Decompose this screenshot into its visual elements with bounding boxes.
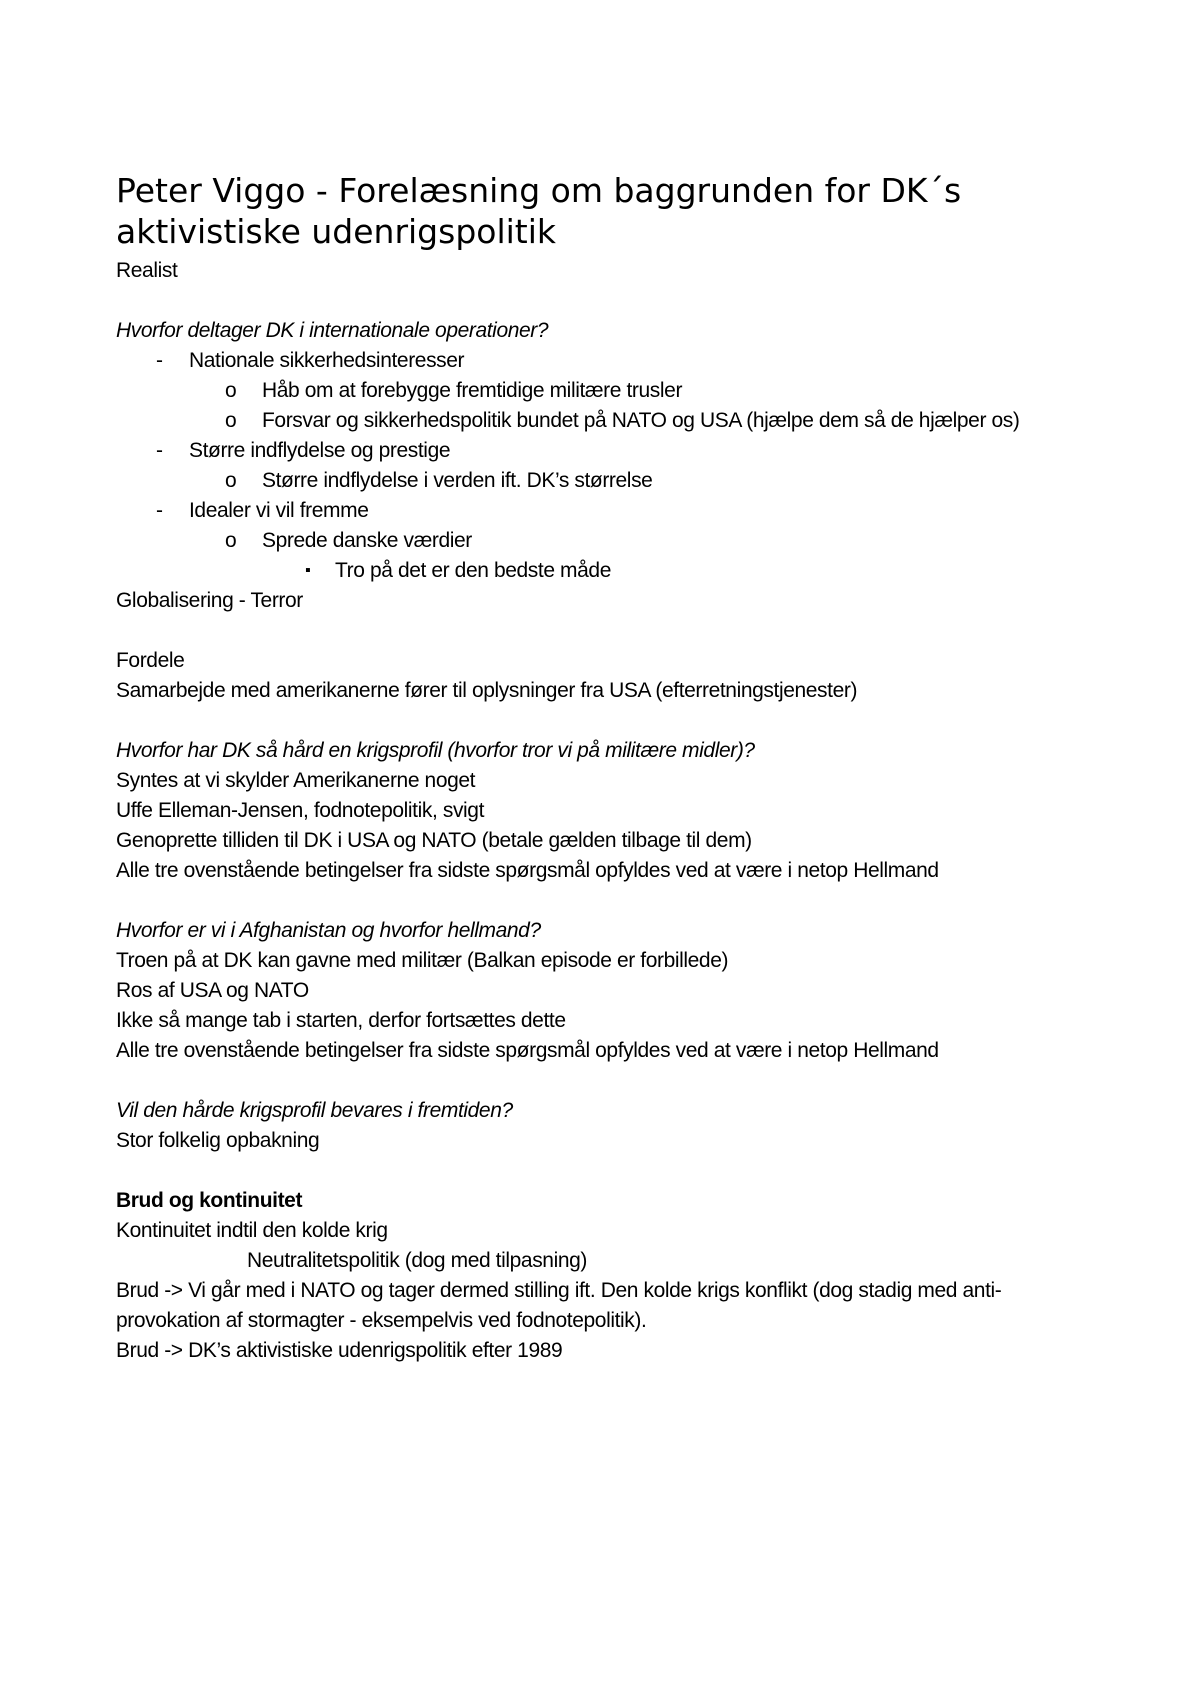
question-3: Hvorfor er vi i Afghanistan og hvorfor hellmand? [116,919,541,942]
fordele-heading: Fordele [116,649,185,672]
spacer [116,616,1096,646]
title-line-2: aktivistiske udenrigspolitik [116,212,557,251]
question-2: Hvorfor har DK så hård en krigsprofil (hvorfor tror vi på militære midler)? [116,739,755,762]
spacer [116,706,1096,736]
list-item: - Idealer vi vil fremme [116,496,1096,526]
subtitle: Realist [116,259,178,282]
fordele-text: Samarbejde med amerikanerne fører til oplysninger fra USA (efterretningstjenester) [116,679,858,702]
list-item: o Sprede danske værdier [116,526,1096,556]
spacer [116,886,1096,916]
title-line-1: Peter Viggo - Forelæsning om baggrunden for DK´s [116,171,962,210]
document-title [116,170,1116,252]
list-item: o Større indflydelse i verden ift. DK’s størrelse [116,466,1096,496]
paragraph-line: Kontinuitet indtil den kolde krig [116,1219,388,1242]
spacer [116,1156,1096,1186]
paragraph-line: Brud -> DK’s aktivistiske udenrigspolitik efter 1989 [116,1339,563,1362]
paragraph-line: Alle tre ovenstående betingelser fra sidste spørgsmål opfyldes ved at være i netop Hellmand [116,859,939,882]
paragraph-line: Troen på at DK kan gavne med militær (Balkan episode er forbillede) [116,949,729,972]
indented-line: Neutralitetspolitik (dog med tilpasning) [247,1249,588,1272]
paragraph-line: Ros af USA og NATO [116,979,309,1002]
list-item: ▪ Tro på det er den bedste måde [116,556,1096,586]
paragraph-line: Stor folkelig opbakning [116,1129,320,1152]
list-item: - Nationale sikkerhedsinteresser [116,346,1096,376]
paragraph-line: Genoprette tilliden til DK i USA og NATO (betale gælden tilbage til dem) [116,829,752,852]
question-1: Hvorfor deltager DK i internationale operationer? [116,319,549,342]
paragraph-line: Alle tre ovenstående betingelser fra sidste spørgsmål opfyldes ved at være i netop Hellmand [116,1039,939,1062]
section-heading: Brud og kontinuitet [116,1189,303,1212]
spacer [116,1066,1096,1096]
document-body [116,256,1096,1366]
list-item: o Forsvar og sikkerhedspolitik bundet på NATO og USA (hjælpe dem så de hjælper os) [116,406,1096,436]
paragraph-line: Uffe Elleman-Jensen, fodnotepolitik, svigt [116,799,485,822]
paragraph-line: Brud -> Vi går med i NATO og tager dermed stilling ift. Den kolde krigs konflikt (dog stadig med anti-provokation af stormagter - eksempelvis ved fodnotepolitik). [116,1279,1002,1332]
question-4: Vil den hårde krigsprofil bevares i fremtiden? [116,1099,513,1122]
list-item: - Større indflydelse og prestige [116,436,1096,466]
globalisering-line: Globalisering - Terror [116,589,303,612]
list-item: o Håb om at forebygge fremtidige militære trusler [116,376,1096,406]
paragraph-line: Ikke så mange tab i starten, derfor fortsættes dette [116,1009,566,1032]
paragraph-line: Syntes at vi skylder Amerikanerne noget [116,769,476,792]
spacer [116,286,1096,316]
